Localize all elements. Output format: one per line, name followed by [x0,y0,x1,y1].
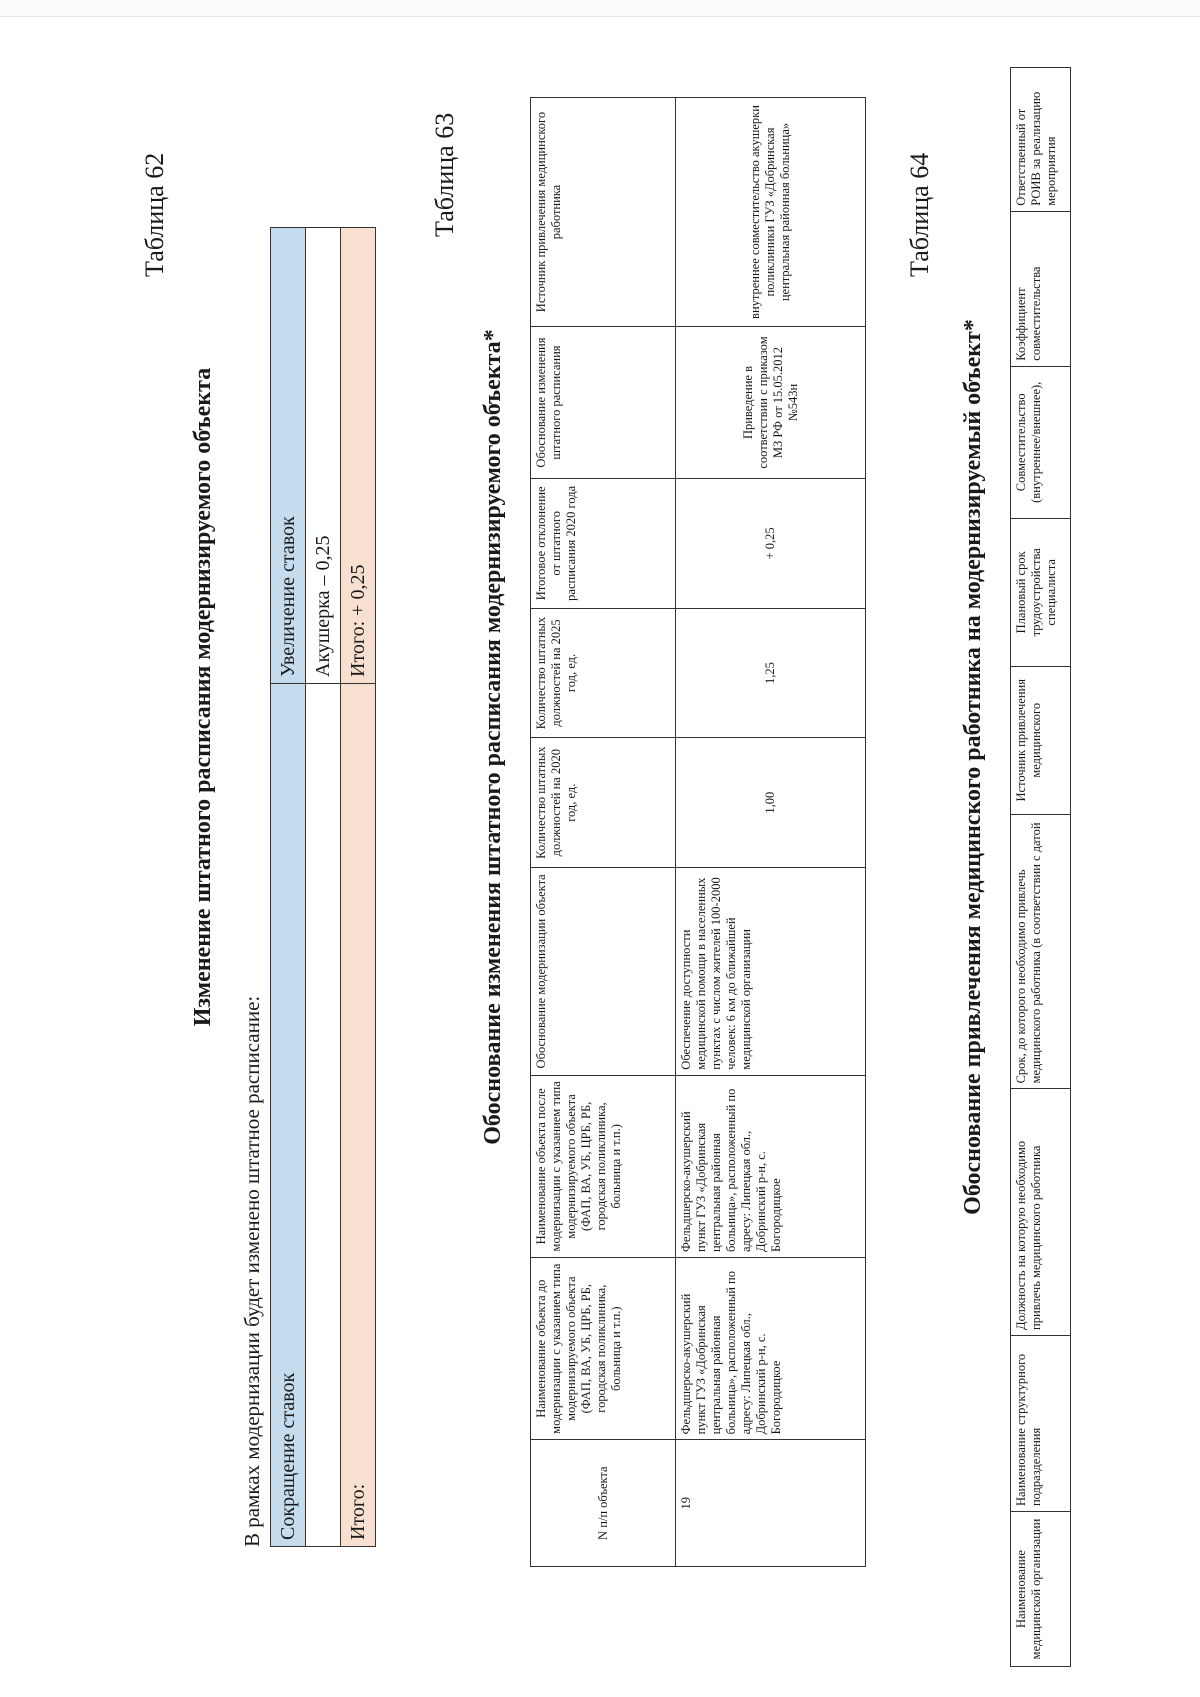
t64-header-deadline: Срок, до которого необходимо привлечь медицинского работника (в соответствии с датой [1011,814,1071,1089]
t64-header-responsible: Ответственный от РОИВ за реализацию мероприятия [1011,68,1071,212]
t63-header-name-before: Наименование объекта до модернизации с указанием типа модернизируемого объекта (ФАП, ВА, УБ, ЦРБ, РБ, городская поликлиника, больница и т.п.) [531,1258,676,1440]
t63-cell-positions-2020: 1,00 [676,738,866,868]
table-62-label: Таблица 62 [140,152,169,277]
t63-cell-positions-2025: 1,25 [676,608,866,738]
header-reduce: Сокращение ставок [271,684,306,1547]
table-63-heading: Обоснование изменения штатного расписания модернизируемого объекта* [480,329,506,1145]
table-63 [530,97,866,1567]
t64-header-planned-date: Плановый срок трудоустройства специалиста [1011,518,1071,666]
table-63-label: Таблица 63 [430,112,459,237]
t63-cell-change-basis: Приведение в соответствии с приказом МЗ РФ от 15.05.2012 №543н [676,327,866,479]
t64-header-combination: Совместительство (внутреннее/внешнее), [1011,366,1071,518]
t63-header-name-after: Наименование объекта после модернизации с указанием типа модернизируемого объекта (ФАП, ВА, УБ, ЦРБ, РБ, городская поликлиника, больница и т.п.) [531,1075,676,1257]
table-62-heading: Изменение штатного расписания модернизируемого объекта [190,367,216,1027]
t63-cell-name-after: Фельдшерско-акушерский пункт ГУЗ «Добринская центральная районная больница», расположенный по адресу: Липецкая обл., Добринский р-н, с. Богородицкое [676,1075,866,1257]
total-value: Итого: + 0,25 [341,228,376,684]
t63-cell-justification: Обеспечение доступности медицинской помощи в населенных пунктах с числом жителей 100-2000 человек: 6 км до ближайшей медицинской организации [676,868,866,1076]
table-64-label: Таблица 64 [905,152,934,277]
t63-header-justification: Обоснование модернизации объекта [531,868,676,1076]
table-62 [270,227,376,1547]
t63-header-positions-2020: Количество штатных должностей на 2020 год, ед. [531,738,676,868]
t63-cell-number: 19 [676,1440,866,1567]
t64-header-department: Наименование структурного подразделения [1011,1335,1071,1511]
header-increase: Увеличение ставок [271,228,306,684]
t63-header-positions-2025: Количество штатных должностей на 2025 год, ед. [531,608,676,738]
t63-header-number: N п/п объекта [531,1440,676,1567]
t63-header-source: Источник привлечения медицинского работника [531,98,676,327]
t64-header-coefficient: Коэффициент совместительства [1011,211,1071,366]
table-62-intro: В рамках модернизации будет изменено штатное расписание: [240,995,264,1547]
row-reduce [306,684,341,1547]
table-64-heading: Обоснование привлечения медицинского работника на модернизируемый объект* [960,319,986,1215]
total-label: Итого: [341,684,376,1547]
t63-cell-deviation: + 0,25 [676,479,866,609]
table-64 [1010,67,1071,1667]
t64-header-organization: Наименование медицинской организации [1011,1512,1071,1667]
t63-header-change-basis: Обоснование изменения штатного расписания [531,327,676,479]
row-increase: Акушерка – 0,25 [306,228,341,684]
t64-header-source: Источник привлечения медицинского [1011,666,1071,814]
t63-cell-source: внутреннее совместительство акушерки поликлиники ГУЗ «Добринская центральная районная больница» [676,98,866,327]
t64-header-position: Должность на которую необходимо привлечь медицинского работника [1011,1089,1071,1336]
t63-cell-name-before: Фельдшерско-акушерский пункт ГУЗ «Добринская центральная районная больница», расположенный по адресу: Липецкая обл., Добринский р-н, с. Богородицкое [676,1258,866,1440]
t63-header-deviation: Итоговое отклонение от штатного расписания 2020 года [531,479,676,609]
